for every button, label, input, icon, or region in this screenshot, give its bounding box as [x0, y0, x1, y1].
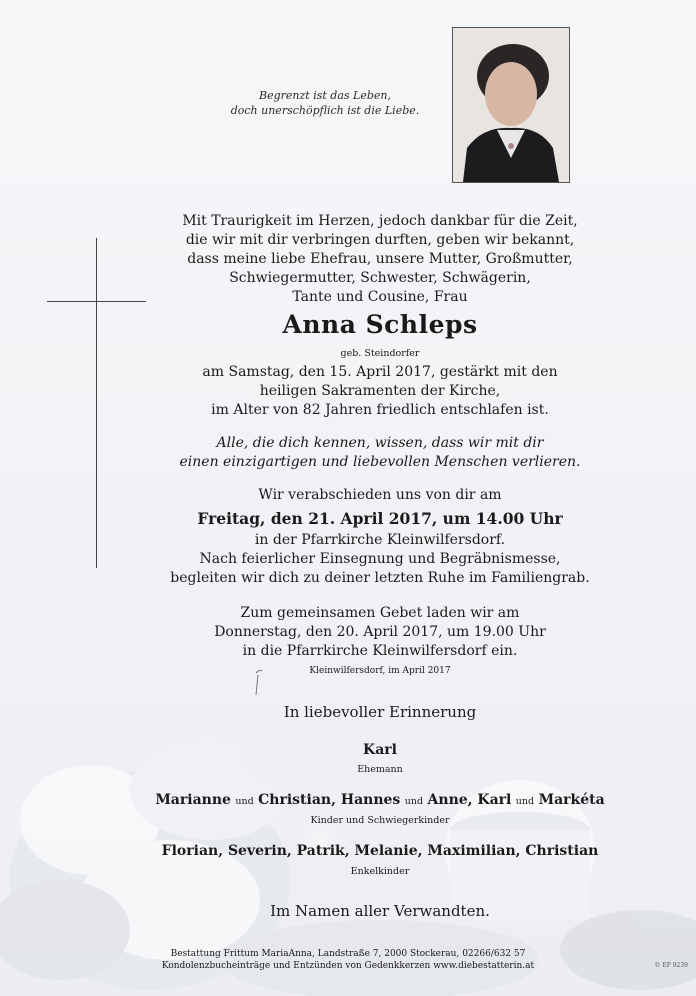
death-notice-line: heiligen Sakramenten der Kirche, — [259, 383, 501, 399]
funeral-detail-line: begleiten wir dich zu deiner letzten Ruhe im Familiengrab. — [170, 570, 590, 586]
prayer-line: Donnerstag, den 20. April 2017, um 19.00 Uhr — [214, 624, 546, 640]
intro-text — [150, 212, 610, 307]
child-name: Anne, Karl — [427, 792, 512, 808]
cross-horizontal — [47, 301, 146, 302]
quote — [150, 434, 610, 472]
grandchildren-names: Florian, Severin, Patrik, Melanie, Maximilian, Christian — [161, 843, 599, 859]
death-notice — [150, 363, 610, 420]
death-notice-line: am Samstag, den 15. April 2017, gestärkt mit den — [202, 364, 558, 380]
quote-line: Alle, die dich kennen, wissen, dass wir mit dir — [216, 435, 544, 451]
motto — [200, 88, 450, 118]
conjunction: und — [404, 796, 424, 807]
prayer-line: in die Pfarrkirche Kleinwilfersdorf ein. — [242, 643, 518, 659]
pen-mark — [250, 665, 270, 705]
intro-line: Tante und Cousine, Frau — [292, 289, 468, 305]
portrait-photo — [452, 27, 570, 183]
child-name: Christian, Hannes — [258, 792, 401, 808]
intro-line: dass meine liebe Ehefrau, unsere Mutter, Großmutter, — [187, 251, 573, 267]
prayer-notice — [150, 604, 610, 661]
grandchildren-role: Enkelkinder — [350, 866, 410, 877]
cross-vertical — [96, 238, 97, 568]
child-name: Marianne — [155, 792, 231, 808]
conjunction: und — [515, 796, 535, 807]
funeral-date: Freitag, den 21. April 2017, um 14.00 Uhr — [197, 509, 563, 528]
children-names — [150, 791, 610, 811]
copyright: © EP 9239 — [654, 962, 688, 969]
footer-website: Kondolenzbucheinträge und Entzünden von Gedenkkerzen www.diebestatterin.at — [161, 961, 535, 971]
conjunction: und — [235, 796, 254, 807]
husband-name: Karl — [363, 742, 397, 758]
motto-line: doch unerschöpflich ist die Liebe. — [230, 104, 420, 117]
death-notice-line: im Alter von 82 Jahren friedlich entschlafen ist. — [211, 402, 549, 418]
intro-line: Mit Traurigkeit im Herzen, jedoch dankbar für die Zeit, — [182, 213, 578, 229]
children-role: Kinder und Schwiegerkinder — [310, 815, 450, 826]
footer — [68, 948, 628, 972]
quote-line: einen einzigartigen und liebevollen Menschen verlieren. — [179, 454, 581, 470]
husband-role: Ehemann — [357, 764, 403, 775]
portrait-image — [453, 28, 569, 182]
funeral-detail-line: in der Pfarrkirche Kleinwilfersdorf. — [254, 532, 506, 548]
farewell-intro: Wir verabschieden uns von dir am — [258, 487, 502, 503]
motto-line: Begrenzt ist das Leben, — [259, 89, 391, 102]
memory-heading: In liebevoller Erinnerung — [283, 703, 477, 721]
prayer-line: Zum gemeinsamen Gebet laden wir am — [240, 605, 520, 621]
funeral-detail-line: Nach feierlicher Einsegnung und Begräbnismesse, — [199, 551, 561, 567]
place-date: Kleinwilfersdorf, im April 2017 — [309, 666, 451, 676]
deceased-name: Anna Schleps — [282, 310, 478, 339]
funeral-details — [150, 531, 610, 588]
birth-name: geb. Steindorfer — [340, 348, 420, 359]
closing: Im Namen aller Verwandten. — [270, 902, 490, 920]
child-name: Markéta — [538, 792, 605, 808]
intro-line: die wir mit dir verbringen durften, geben wir bekannt, — [185, 232, 575, 248]
intro-line: Schwiegermutter, Schwester, Schwägerin, — [229, 270, 531, 286]
footer-address: Bestattung Frittum MariaAnna, Landstraße 7, 2000 Stockerau, 02266/632 57 — [170, 949, 526, 959]
